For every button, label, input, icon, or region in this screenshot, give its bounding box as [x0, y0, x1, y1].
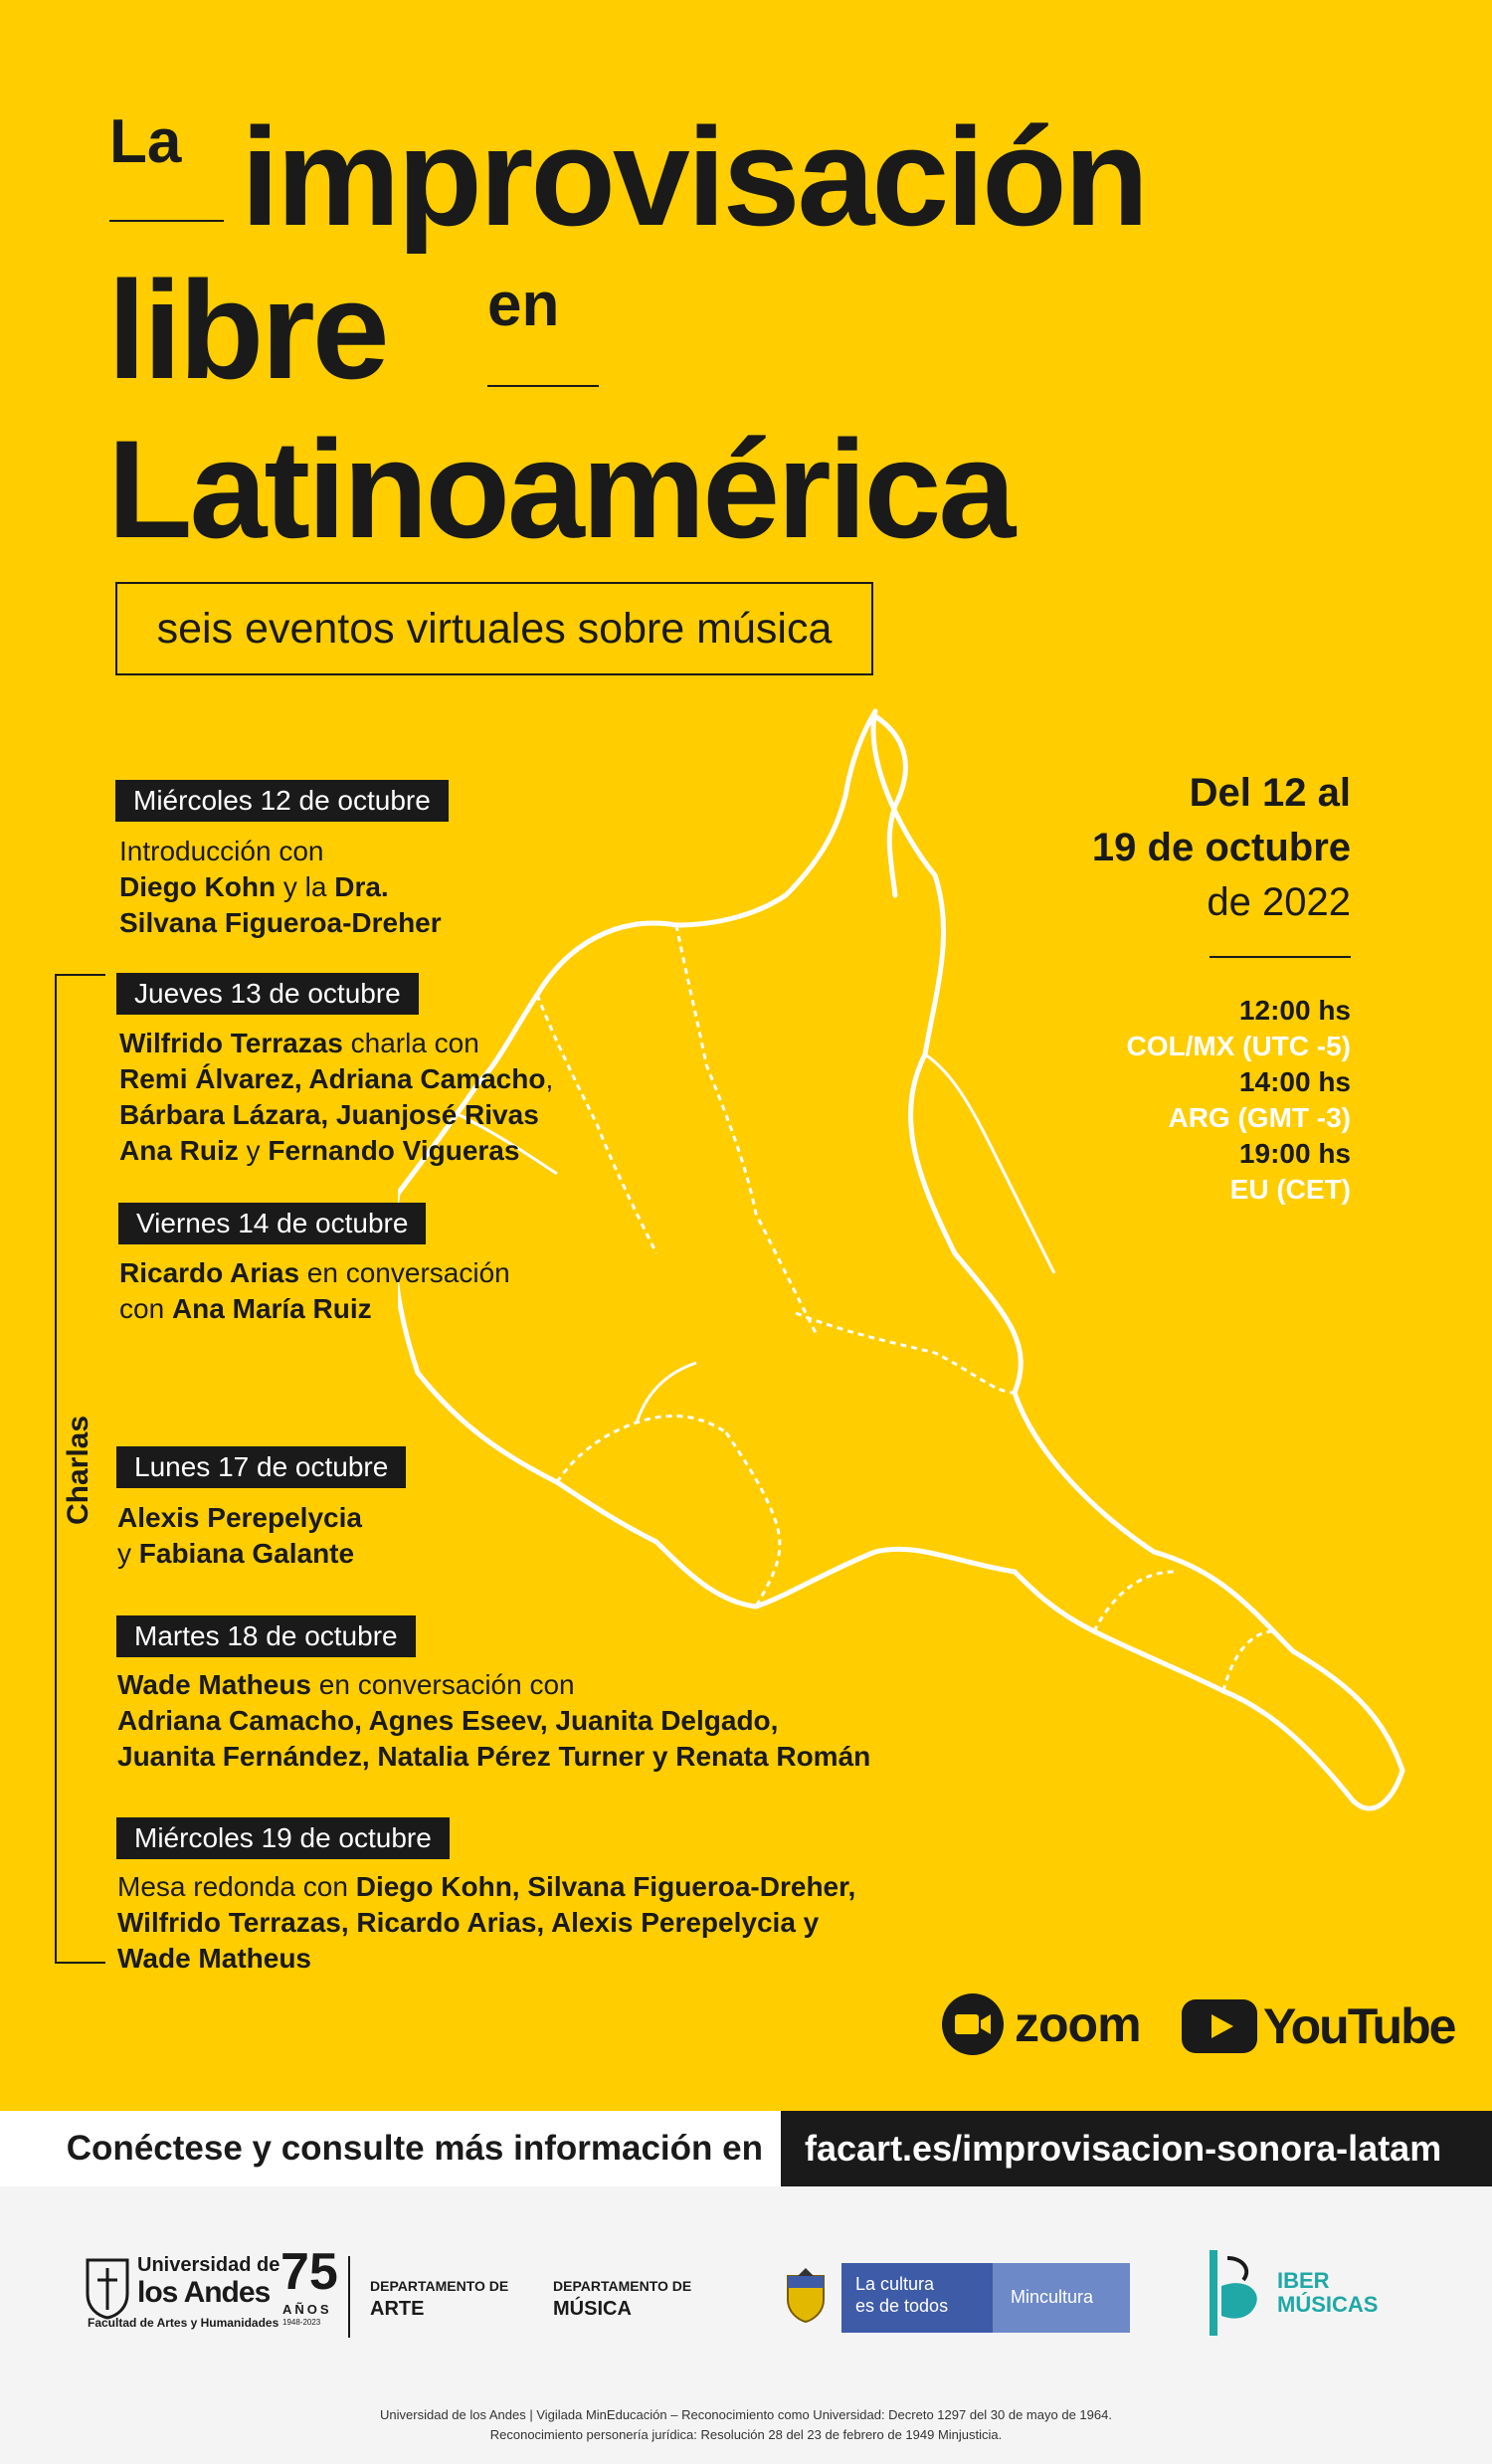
- anos-years: 1948-2023: [282, 2318, 321, 2327]
- subtitle-box: [115, 582, 873, 675]
- time-zone-3: EU (CET): [1229, 1174, 1351, 1205]
- time-3: 19:00 hs: [1238, 1138, 1351, 1169]
- anos-label: AÑOS: [282, 2302, 332, 2317]
- event-description: Introducción con Diego Kohn y la Dra. Silvana Figueroa-Dreher: [119, 836, 442, 938]
- event-date-tag: Miércoles 19 de octubre: [116, 1817, 450, 1859]
- event-description: Wade Matheus en conversación con Adriana Camacho, Agnes Eseev, Juanita Delgado, Juanita Fernández, Natalia Pérez Turner y Renata Román: [117, 1669, 871, 1772]
- event-description: Ricardo Arias en conversación con Ana María Ruiz: [119, 1257, 510, 1324]
- date-range-line3: de 2022: [1207, 880, 1351, 924]
- dep-musica-line1: DEPARTAMENTO DE: [553, 2278, 692, 2294]
- time-zone-1: COL/MX (UTC -5): [1126, 1031, 1351, 1061]
- logo-divider: [348, 2256, 350, 2338]
- title-word-improvisacion: improvisación: [241, 98, 1147, 255]
- info-bar-label: Conéctese y consulte más información en: [66, 2129, 763, 2168]
- youtube-wordmark: YouTube: [1263, 1998, 1455, 2054]
- uniandes-line2: los Andes: [137, 2276, 271, 2309]
- legal-line2: Reconocimiento personería jurídica: Resolución 28 del 23 de febrero de 1949 Minjusticia.: [489, 2427, 1003, 2442]
- title-word-en: en: [487, 271, 560, 339]
- date-range-line1: Del 12 al: [1189, 771, 1351, 815]
- uniandes-line3: Facultad de Artes y Humanidades: [88, 2316, 280, 2330]
- colombia-coat-of-arms-icon: [778, 2266, 834, 2324]
- title-underline-en: [487, 385, 599, 387]
- ibermusicas-logo-icon: [1208, 2246, 1269, 2342]
- charlas-label: Charlas: [62, 1415, 94, 1526]
- iber-line1: IBER: [1277, 2268, 1330, 2293]
- dep-arte-line1: DEPARTAMENTO DE: [370, 2278, 509, 2294]
- footer: [0, 2186, 1492, 2464]
- mincultura-label: Mincultura: [1011, 2287, 1094, 2307]
- cultura-line2: es de todos: [855, 2296, 949, 2316]
- event-description: Mesa redonda con Diego Kohn, Silvana Figueroa-Dreher, Wilfrido Terrazas, Ricardo Arias, Alexis Perepelycia y Wade Matheus: [117, 1871, 856, 1974]
- date-range-line2: 19 de octubre: [1091, 826, 1351, 869]
- event-description: Wilfrido Terrazas charla con Remi Álvarez, Adriana Camacho, Bárbara Lázara, Juanjosé Rivas Ana Ruiz y Fernando Vigueras: [119, 1028, 554, 1166]
- event-date-tag: Lunes 17 de octubre: [116, 1446, 406, 1488]
- info-bar-url[interactable]: facart.es/improvisacion-sonora-latam: [781, 2111, 1492, 2186]
- uniandes-line1: Universidad de: [137, 2254, 280, 2276]
- dep-musica-line2: MÚSICA: [553, 2298, 632, 2320]
- dep-arte-line2: ARTE: [370, 2298, 425, 2320]
- anos-number: 75: [280, 2243, 338, 2301]
- date-divider: [1210, 956, 1351, 958]
- event-description: Alexis Perepelycia y Fabiana Galante: [117, 1502, 362, 1569]
- youtube-logo[interactable]: [1182, 1994, 1454, 2058]
- time-zone-2: ARG (GMT -3): [1168, 1102, 1351, 1133]
- event-date-tag: Miércoles 12 de octubre: [115, 780, 449, 822]
- time-2: 14:00 hs: [1238, 1066, 1351, 1097]
- uniandes-crest-icon: [84, 2256, 131, 2320]
- event-date-tag: Jueves 13 de octubre: [116, 973, 419, 1015]
- title-word-latinoamerica: Latinoamérica: [107, 411, 1014, 567]
- cultura-line1: La cultura: [855, 2274, 935, 2294]
- time-1: 12:00 hs: [1238, 995, 1351, 1026]
- zoom-wordmark: zoom: [1015, 1996, 1141, 2052]
- event-date-tag: Martes 18 de octubre: [116, 1615, 416, 1657]
- title-word-libre: libre: [107, 252, 387, 408]
- info-bar: [0, 2111, 1492, 2186]
- title-underline-la: [109, 220, 224, 222]
- subtitle-text: seis eventos virtuales sobre música: [156, 604, 833, 653]
- event-date-tag: Viernes 14 de octubre: [118, 1203, 426, 1244]
- title-word-la: La: [109, 107, 182, 176]
- zoom-camera-icon: [941, 1992, 1005, 2056]
- iber-line2: MÚSICAS: [1277, 2292, 1379, 2317]
- legal-line1: Universidad de los Andes | Vigilada MinEducación – Reconocimiento como Universidad: Decreto 1297 del 30 de mayo de 1964.: [380, 2407, 1112, 2422]
- youtube-play-icon: [1182, 1999, 1257, 2053]
- zoom-logo[interactable]: [941, 1992, 1141, 2056]
